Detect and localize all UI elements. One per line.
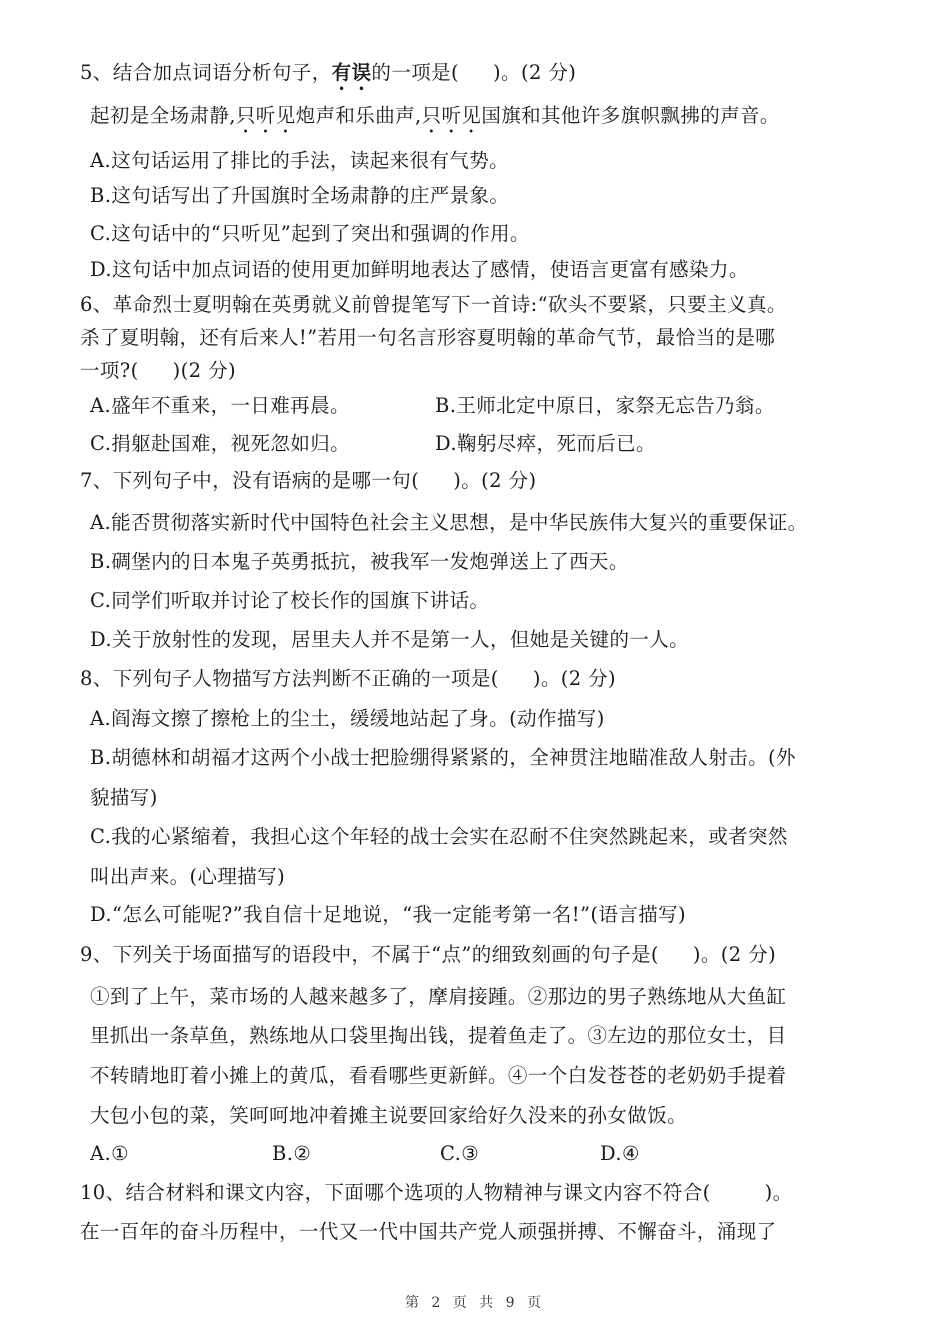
score-label: )。(2 分) — [532, 667, 617, 690]
question-5-sentence — [90, 103, 780, 138]
emphasized-word: 有误 — [331, 61, 372, 84]
q9-passage-line-4: 大包小包的菜，笑呵呵地冲着摊主说要回家给好久没来的孙女做饭。 — [90, 1104, 688, 1127]
score-label: )。(2 分) — [493, 61, 577, 84]
q7-option-c: C.同学们听取并讨论了校长作的国旗下讲话。 — [90, 589, 490, 612]
stem-end: )。 — [764, 1181, 793, 1204]
question-10-stem — [80, 1180, 793, 1206]
q8-option-c-line-2: 叫出声来。(心理描写) — [90, 865, 286, 888]
q8-option-b-line-1: B.胡德林和胡福才这两个小战士把脸绷得紧紧的，全神贯注地瞄准敌人射击。(外 — [90, 746, 796, 769]
stem-text: 的一项是( — [371, 61, 460, 84]
stem-text: 8、下列句子人物描写方法判断不正确的一项是( — [80, 667, 499, 690]
question-9-stem — [80, 942, 776, 968]
q6-option-a: A.盛年不重来，一日难再晨。 — [90, 394, 350, 417]
stem-text: 一项?( — [80, 359, 139, 382]
question-7-stem — [80, 468, 536, 494]
score-label: )(2 分) — [172, 359, 236, 382]
q7-option-b: B.碉堡内的日本鬼子英勇抵抗，被我军一发炮弹送上了西天。 — [90, 550, 629, 573]
q6-option-c: C.捐躯赴国难，视死忽如归。 — [90, 432, 351, 455]
score-label: )。(2 分) — [453, 469, 537, 492]
question-8-stem — [80, 666, 616, 692]
question-6-stem-line-1: 6、革命烈士夏明翰在英勇就义前曾提笔写下一首诗:“砍头不要紧，只要主义真。 — [80, 293, 787, 316]
q8-option-a: A.阎海文擦了擦枪上的尘土，缓缓地站起了身。(动作描写) — [90, 707, 605, 730]
stem-text: 9、下列关于场面描写的语段中，不属于“点”的细致刻画的句子是( — [80, 943, 659, 966]
q5-option-c: C.这句话中的“只听见”起到了突出和强调的作用。 — [90, 222, 530, 245]
page-number: 第 2 页 共 9 页 — [404, 1295, 546, 1311]
dotted-phrase: 只听见 — [235, 104, 296, 127]
q9-passage-line-3: 不转睛地盯着小摊上的黄瓜，看看哪些更新鲜。④一个白发苍苍的老奶奶手提着 — [90, 1064, 787, 1087]
q5-option-d: D.这句话中加点词语的使用更加鲜明地表达了感情，使语言更富有感染力。 — [90, 258, 749, 281]
q10-material-line-1: 在一百年的奋斗历程中，一代又一代中国共产党人顽强拼搏、不懈奋斗，涌现了 — [80, 1220, 777, 1243]
q8-option-c-line-1: C.我的心紧缩着，我担心这个年轻的战士会实在忍耐不住突然跳起来，或者突然 — [90, 825, 788, 848]
q9-option-a: A.① — [90, 1142, 129, 1165]
dotted-phrase: 只听见 — [421, 104, 482, 127]
q9-option-d: D.④ — [600, 1142, 640, 1165]
question-5-stem — [80, 60, 576, 95]
question-6-stem-line-3 — [80, 358, 236, 384]
q9-passage-line-1: ①到了上午，菜市场的人越来越多了，摩肩接踵。②那边的男子熟练地从大鱼缸 — [90, 985, 787, 1008]
sentence-text: 炮声和乐曲声, — [295, 104, 422, 127]
q9-option-c: C.③ — [440, 1142, 480, 1165]
sentence-text: 起初是全场肃静, — [90, 104, 236, 127]
q9-option-b: B.② — [272, 1142, 312, 1165]
q6-option-b: B.王师北定中原日，家祭无忘告乃翁。 — [435, 394, 775, 417]
q8-option-b-line-2: 貌描写) — [90, 786, 158, 809]
q7-option-d: D.关于放射性的发现，居里夫人并不是第一人，但她是关键的一人。 — [90, 628, 690, 651]
stem-text: 10、结合材料和课文内容，下面哪个选项的人物精神与课文内容不符合( — [80, 1181, 711, 1204]
score-label: )。(2 分) — [692, 943, 777, 966]
q9-passage-line-2: 里抓出一条草鱼，熟练地从口袋里掏出钱，提着鱼走了。③左边的那位女士，目 — [90, 1024, 787, 1047]
stem-text: 5、结合加点词语分析句子， — [80, 61, 332, 84]
q5-option-a: A.这句话运用了排比的手法，读起来很有气势。 — [90, 149, 510, 172]
q8-option-d: D.“怎么可能呢?”我自信十足地说，“我一定能考第一名!”(语言描写) — [90, 903, 687, 926]
q5-option-b: B.这句话写出了升国旗时全场肃静的庄严景象。 — [90, 184, 510, 207]
q6-option-d: D.鞠躬尽瘁，死而后已。 — [435, 432, 656, 455]
q7-option-a: A.能否贯彻落实新时代中国特色社会主义思想，是中华民族伟大复兴的重要保证。 — [90, 511, 808, 534]
stem-text: 7、下列句子中，没有语病的是哪一句( — [80, 469, 420, 492]
question-6-stem-line-2: 杀了夏明翰，还有后来人!”若用一句名言形容夏明翰的革命气节，最恰当的是哪 — [80, 326, 776, 349]
sentence-text: 国旗和其他许多旗帜飘拂的声音。 — [481, 104, 780, 127]
